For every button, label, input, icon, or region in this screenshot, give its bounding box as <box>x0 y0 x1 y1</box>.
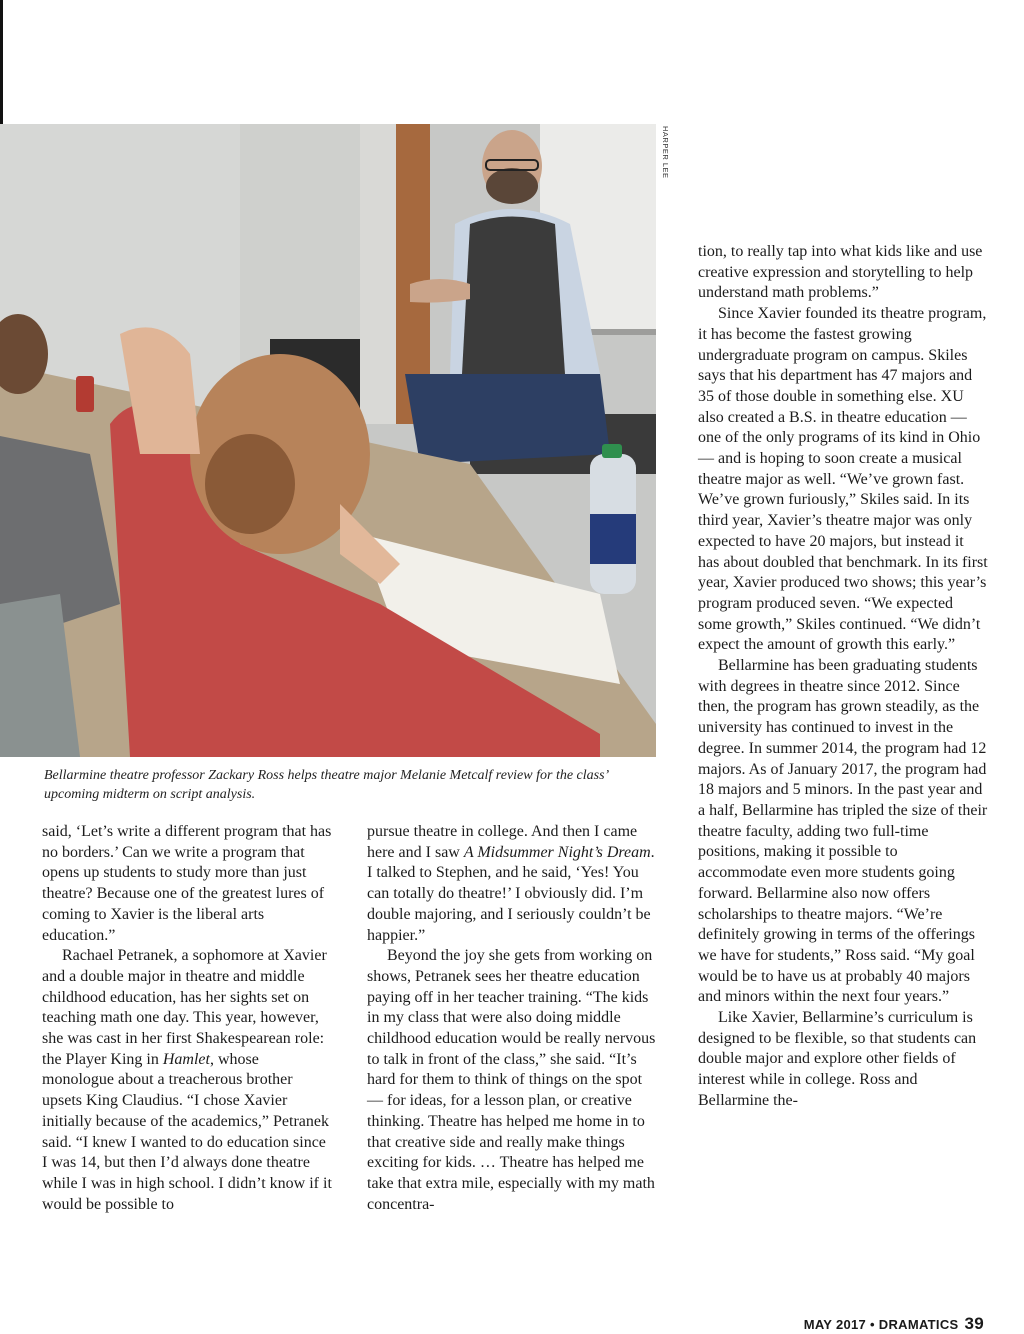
paragraph: Since Xavier founded its theatre program, it has become the fastest growing undergraduate program on campus. Skiles says that his department has 47 majors and 35 of those double in something else. XU also created a B.S. in theatre education — one of the only programs of its kind in Ohio — and is hoping to soon create a musical theatre major as well. “We’ve grown fast. We’ve grown furiously,” Skiles said. In its third year, Xavier’s theatre major was only expected to have 20 majors, but instead it has about doubled that benchmark. In its first year, Xavier produced two shows; this year’s program produced seven. “We expected some growth,” Skiles continued. “We didn’t expect the amount of growth this early.” <box>698 305 988 654</box>
play-title: Hamlet <box>162 1050 210 1068</box>
paragraph: Like Xavier, Bellarmine’s curriculum is designed to be flexible, so that students can double major and explore other fields of interest while in college. Ross and Bellarmine the- <box>698 1009 977 1109</box>
photo-caption: Bellarmine theatre professor Zackary Ross helps theatre major Melanie Metcalf review for the class’ upcoming midterm on script analysis. <box>44 768 608 802</box>
play-title: A Midsummer Night’s Dream <box>463 843 651 861</box>
paragraph: Bellarmine has been graduating students with degrees in theatre since 2012. Since then, the program has grown steadily, as the university has continued to invest in the degree. In summer 2014, the program had 12 majors. As of January 2017, the program had 18 majors and 5 minors. In the past year and a half, Bellarmine has tripled the size of their theatre faculty, adding two full-time positions, making it possible to accommodate even more students going forward. Bellarmine also now offers scholarships to theatre majors. “We’re definitely growing in terms of the offerings we have for students,” Ross said. “My goal would be to have us at probably 40 majors and minors within the next four years.” <box>698 657 988 1006</box>
text-run: pursue theatre in college. And then I came here and I saw <box>367 823 638 861</box>
paragraph: said, ‘Let’s write a different program that has no borders.’ Can we write a program that opens up students to study more than just theatre? Because one of the greatest lures of coming to Xavier is the liberal arts education.” <box>42 823 332 944</box>
paragraph <box>367 822 657 946</box>
text-run: , whose monologue about a treacherous brother upsets King Claudius. “I chose Xavier initially because of the academics,” Petranek said. “I knew I wanted to do education since I was 14, but then I’d always done theatre while I was in high school. I didn’t know if it would be possible to <box>42 1050 332 1213</box>
article-column-1 <box>42 822 332 1215</box>
page-folio <box>804 1314 984 1334</box>
paragraph <box>42 946 332 1215</box>
article-column-3 <box>698 242 988 1112</box>
issue-label: MAY 2017 • DRAMATICS <box>803 1317 959 1332</box>
text-run: Rachael Petranek, a sophomore at Xavier and a double major in theatre and middle childhood education, has her sights set on teaching math one day. This year, however, she was cast in her first Shakespearean role: the Player King in <box>42 947 327 1068</box>
text-run: . I talked to Stephen, and he said, ‘Yes! You can totally do theatre!’ I obviously did. I’m double majoring, and I seriously couldn’t be happier.” <box>367 843 655 944</box>
photo-credit: HARPER LEE <box>661 126 670 179</box>
header-whitespace <box>0 0 1024 124</box>
article-column-2 <box>367 822 657 1215</box>
classroom-photo <box>0 124 656 757</box>
paragraph: tion, to really tap into what kids like and use creative expression and storytelling to help understand math problems.” <box>698 243 983 302</box>
paragraph: Beyond the joy she gets from working on shows, Petranek sees her theatre education paying off in her teacher training. “The kids in my class that were also doing middle childhood education would be really nervous to talk in front of the class,” she said. “It’s hard for them to think of things on the spot — for ideas, for a lesson plan, or creative thinking. Theatre has helped me home in to that creative side and really make things exciting for kids. … Theatre has helped me take that extra mile, especially with my math concentra- <box>367 947 656 1213</box>
page-number: 39 <box>964 1314 984 1333</box>
page-edge-rule <box>0 0 3 124</box>
